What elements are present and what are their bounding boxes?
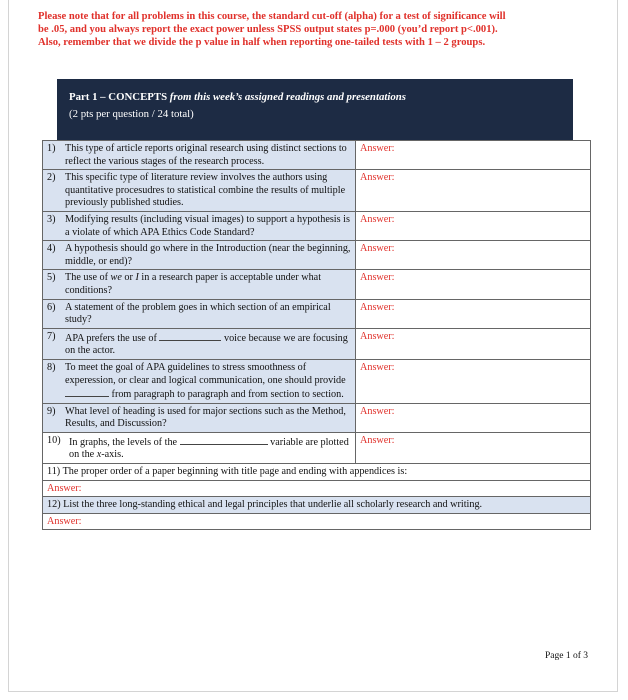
part-title [69,89,561,106]
question-11: 11) The proper order of a paper beginning with title page and ending with appendices is: [43,464,591,481]
answer-7[interactable]: Answer: [356,328,591,359]
answer-4[interactable]: Answer: [356,241,591,270]
table-row [43,513,591,530]
answer-2[interactable]: Answer: [356,170,591,212]
answer-8[interactable]: Answer: [356,359,591,403]
question-10: 10) In graphs, the levels of the variable are plotted on the x-axis. [43,432,356,463]
answer-6[interactable]: Answer: [356,299,591,328]
table-row [43,403,591,432]
question-7: 7) APA prefers the use of voice because we are focusing on the actor. [43,328,356,359]
table-row [43,464,591,481]
table-row [43,241,591,270]
fill-blank[interactable] [180,435,268,445]
question-3: 3) Modifying results (including visual images) to support a hypothesis is a violate of which APA Ethics Code Standard? [43,211,356,240]
question-12: 12) List the three long-standing ethical and legal principles that underlie all scholarly research and writing. [43,497,591,514]
table-row [43,299,591,328]
table-row [43,432,591,463]
notice-line-1: Please note that for all problems in this course, the standard cut-off (alpha) for a test of significance will [38,11,506,22]
answer-11[interactable]: Answer: [43,480,591,497]
table-row [43,270,591,299]
part-points: (2 pts per question / 24 total) [69,108,194,120]
course-notice [38,10,598,50]
answer-12[interactable]: Answer: [43,513,591,530]
fill-blank[interactable] [159,331,221,341]
table-row [43,328,591,359]
answer-10[interactable]: Answer: [356,432,591,463]
question-9: 9) What level of heading is used for major sections such as the Method, Results, and Discussion? [43,403,356,432]
question-5: 5) The use of we or I in a research paper is acceptable under what conditions? [43,270,356,299]
question-8: 8) To meet the goal of APA guidelines to stress smoothness of experession, or clear and logical communication, one should provide from paragraph to paragraph and from section to section. [43,359,356,403]
part-title-bold: Part 1 – CONCEPTS [69,91,168,103]
table-row [43,480,591,497]
fill-blank[interactable] [65,387,109,397]
question-4: 4) A hypothesis should go where in the Introduction (near the beginning, middle, or end)? [43,241,356,270]
answer-9[interactable]: Answer: [356,403,591,432]
part-title-italic: from this week’s assigned readings and presentations [169,91,406,103]
part-header [57,79,573,141]
question-1: 1) This type of article reports original research using distinct sections to reflect the various stages of the research process. [43,141,356,170]
answer-1[interactable]: Answer: [356,141,591,170]
question-6: 6) A statement of the problem goes in which section of an empirical study? [43,299,356,328]
question-2: 2) This specific type of literature review involves the authors using quantitative procesudres to statistical combine the results of multiple previously published studies. [43,170,356,212]
notice-line-2: be .05, and you always report the exact power unless SPSS output states p=.000 (you’d report p<.001). [38,24,498,36]
page-number: Page 1 of 3 [544,651,588,661]
answer-3[interactable]: Answer: [356,211,591,240]
questions-table [42,140,591,530]
table-row [43,211,591,240]
table-row [43,497,591,514]
answer-5[interactable]: Answer: [356,270,591,299]
table-row [43,141,591,170]
table-row [43,170,591,212]
table-row [43,359,591,403]
notice-line-3: Also, remember that we divide the p value in half when reporting one-tailed tests with 1 – 2 groups. [38,37,486,49]
